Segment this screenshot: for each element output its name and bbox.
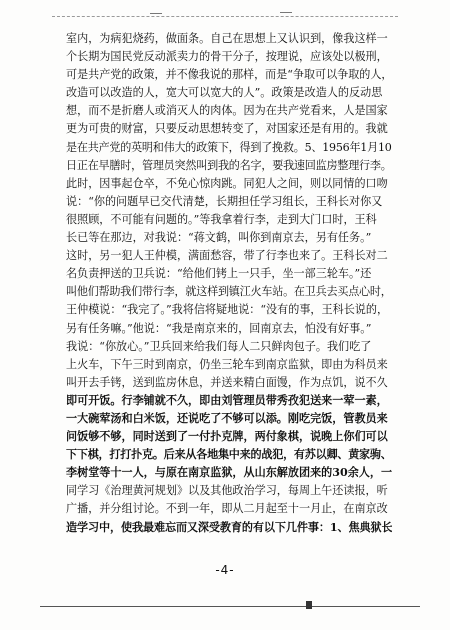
text-line: 更为可贵的财富，只要反动思想转变了，对国家还是有用的。我就 (66, 122, 388, 136)
text-line: 改造可以改造的人，宽大可以宽大的人”。政策是改造人的反动思 (66, 86, 383, 100)
text-line: 王仲模说：“我完了。”我将信将疑地说：“没有的事，王科长说的， (66, 303, 389, 317)
text-line: 长已等在那边，对我说：“蒋文鹤，叫你到南京去，另有任务。” (66, 231, 372, 245)
text-line: 广播，并分组讨论。不到一年，即从二月起至十一月止，在南京改 (66, 502, 388, 516)
body-text (66, 30, 392, 537)
text-line: 下下棋，打打扑克。后来从各地集中来的战犯，有苏以卿、黄家驹、 (66, 448, 392, 462)
text-line: 个长期为国民党反动派卖力的骨干分子，按理说，应该处以极刑， (66, 50, 388, 64)
text-line: 李树堂等十一人，与原在南京监狱，从山东解放团来的30余人，一 (66, 466, 392, 480)
text-line: 叫开去手铐，送到监房休息，并送来精白面馒，作为点饥，说不久 (66, 375, 388, 389)
text-line: 可是共产党的政策，并不像我说的那样，而是“争取可以争取的人， (66, 68, 392, 82)
page-number: -4- (215, 563, 235, 577)
text-line: 是在共产党的英明和伟大的政策下，得到了挽救。5、1956年1月10 (66, 140, 392, 154)
bottom-rule (40, 606, 420, 607)
text-line: 很照顾，不可能有问题的。”等我拿着行李，走到大门口时，王科 (66, 212, 377, 226)
text-line: 叫他们帮助我们带行李，就这样到镇江火车站。在卫兵去买点心时， (66, 285, 392, 299)
text-line: 日正在早膳时，管理员突然叫到我的名字，要我速回监房整理行李。 (66, 158, 392, 172)
text-line: 说：“你的问题早已交代清楚，长期担任学习组长，王科长对你又 (66, 194, 383, 208)
text-line: 我说：“你放心。”卫兵回来给我们每人二只鲜肉包子。我们吃了 (66, 339, 372, 353)
scan-mark (306, 601, 312, 609)
text-line: 同学习《治理黄河规划》以及其他政治学习，每周上午还读报，听 (66, 484, 388, 498)
text-line: 名负责押送的卫兵说：“给他们铐上一只手，坐一部三轮车。”还 (66, 267, 372, 281)
text-line: 想，而不是折磨人或消灭人的肉体。因为在共产党看来，人是国家 (66, 104, 388, 118)
text-line: 一大碗荤汤和白米饭，还说吃了不够可以添。刚吃完饭，管教员来 (66, 411, 388, 425)
text-line: 另有任务嘛。”他说：“我是南京来的，回南京去，怕没有好事。” (66, 321, 372, 335)
text-line: 上火车，下午三时到南京，仍坐三轮车到南京监狱，即由为科员来 (66, 357, 388, 371)
text-line: 这时，另一犯人王仲模，满面愁容，带了行李也来了。王科长对二 (66, 249, 388, 263)
text-line: 造学习中，使我最难忘而又深受教育的有以下几件事：1、焦典狱长 (66, 520, 392, 534)
text-line: 此时，因事起仓卒，不免心惊肉跳。同犯人之间，则以同情的口吻 (66, 176, 388, 190)
text-line: 问饭够不够，同时送到了一付扑克牌，两付象棋，说晚上你们可以 (66, 430, 388, 444)
scan-mark (280, 12, 292, 13)
top-scan-edge (52, 16, 398, 17)
text-line: 室内，为病犯烧药，做面条。自己在思想上又认识到，像我这样一 (66, 32, 388, 45)
text-line: 即可开饭。行李铺就不久，即由刘管理员带秀孜犯送来一荤一素， (66, 393, 388, 407)
scan-mark (150, 13, 162, 14)
